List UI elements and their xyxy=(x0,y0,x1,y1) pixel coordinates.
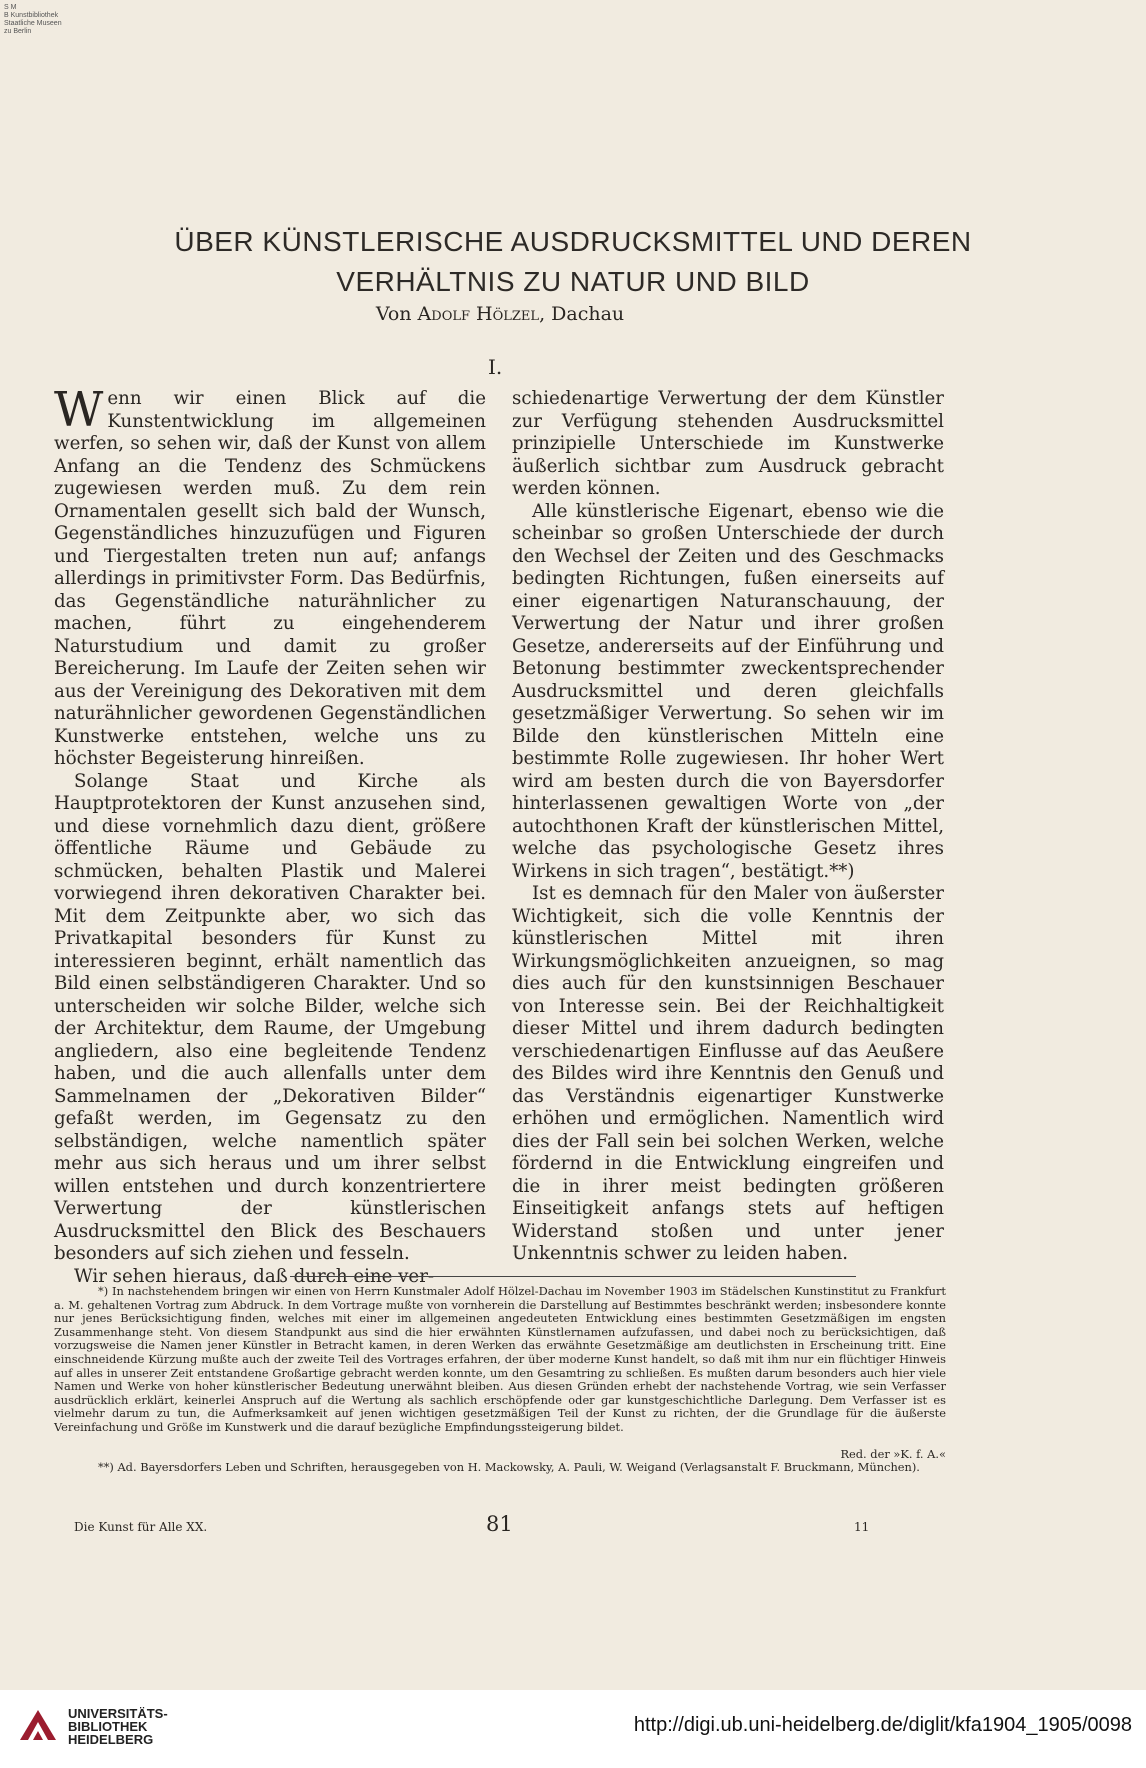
library-name-line: HEIDELBERG xyxy=(68,1732,154,1747)
permalink-url[interactable]: http://digi.ub.uni-heidelberg.de/diglit/kfa1904_1905/0098 xyxy=(633,1714,1132,1736)
byline-author: Adolf Hölzel xyxy=(417,303,540,325)
library-stamp xyxy=(4,4,62,36)
journal-name: Die Kunst für Alle XX. xyxy=(74,1520,208,1534)
paragraph: Wir sehen hieraus, daß durch eine ver- xyxy=(74,1265,435,1287)
drop-cap: W xyxy=(54,382,104,438)
paragraph: schiedenartige Verwertung der dem Künstler zur Verfügung stehenden Ausdrucksmittel prinzipielle Unterschiede im Kunstwerke äußerlich sichtbar zum Ausdruck gebracht werden können. xyxy=(512,388,944,499)
page-number: 81 xyxy=(486,1512,513,1536)
paragraph: Solange Staat und Kirche als Hauptprotektoren der Kunst anzusehen sind, und diese vornehmlich dazu dient, größere öffentliche Räume und Gebäude zu schmücken, behalten Plastik und Malerei vorwiegend ihren dekorativen Charakter bei. Mit dem Zeitpunkte aber, wo sich das Privatkapital besonders für Kunst zu interessieren beginnt, erhält namentlich das Bild einen selbständigeren Charakter. Und so unterscheiden wir solche Bilder, welche sich der Architektur, dem Raume, der Umgebung angliedern, also eine begleitende Tendenz haben, und die auch allenfalls unter dem Sammelnamen der „Dekorativen Bilder“ gefaßt werden, im Gegensatz zu den selbständigen, welche namentlich später mehr aus sich heraus und um ihrer selbst willen entstehen und durch konzentriertere Verwertung der künstlerischen Ausdrucksmittel den Blick des Beschauers besonders auf sich ziehen und fesseln. xyxy=(54,770,486,1264)
section-number: I. xyxy=(488,355,503,379)
footnote-1: *) In nachstehendem bringen wir einen von Herrn Kunstmaler Adolf Hölzel-Dachau im November 1903 im Städelschen Kunstinstitut zu Frankfurt a. M. gehaltenen Vortrag zum Abdruck. In dem Vortrage mußte von vornherein die Darstellung auf Bestimmtes beschränkt werden; insbesondere konnte nur jenes Berücksichtigung finden, welches mit einer im allgemeinen angedeuteten Entwicklung eines bestimmten Gesetzmäßigen im engsten Zusammenhange steht. Von diesem Standpunkt aus sind die hier erwähnten Künstlernamen aufzufassen, und dabei noch zu berücksichtigen, daß vorzugsweise die Namen jener Künstler in Betracht kamen, in deren Werken das erwähnte Gesetzmäßige am deutlichsten in Erscheinung tritt. Eine einschneidende Kürzung mußte auch der zweite Teil des Vortrages erfahren, der über moderne Kunst handelt, so daß mit ihm nur ein flüchtiger Hinweis auf alles in unserer Zeit entstandene Großartige gebracht werden konnte, um den Gesamtring zu schließen. Es mußten darum besonders auch hier viele Namen und Werke von hoher künstlerischer Bedeutung unerwähnt bleiben. Aus diesen Gründen erhebt der nachstehende Vortrag, wie sein Verfasser ausdrücklich erklärt, keinerlei Anspruch auf die Wertung als sachlich erschöpfende oder gar kunstgeschichtliche Darlegung. Dem Verfasser ist es vielmehr darum zu tun, die Aufmerksamkeit auf jenen wichtigen gesetzmäßigen Teil der Kunst zu richten, der die Grundlage für die äußerste Vereinfachung und Größe im Kunstwerk und die darauf bezügliche Empfindungssteigerung bildet. xyxy=(54,1284,946,1434)
stamp-line: zu Berlin xyxy=(4,28,32,35)
stamp-line: B Kunstbibliothek xyxy=(4,12,59,19)
footnote-2: **) Ad. Bayersdorfers Leben und Schriften, herausgegeben von H. Mackowsky, A. Pauli, W. Weigand (Verlagsanstalt F. Bruckmann, München). xyxy=(98,1460,920,1474)
paragraph xyxy=(54,382,486,771)
library-name-line: BIBLIOTHEK xyxy=(68,1719,148,1734)
byline-place: , Dachau xyxy=(539,303,625,325)
editor-signature: Red. der »K. f. A.« xyxy=(840,1447,946,1461)
library-logo-icon xyxy=(16,1704,60,1748)
library-bar xyxy=(0,1690,1146,1768)
paragraph: Alle künstlerische Eigenart, ebenso wie die scheinbar so großen Unterschiede der durch den Wechsel der Zeiten und des Geschmacks bedingten Richtungen, fußen einerseits auf einer eigenartigen Naturanschauung, der Verwertung der Natur und ihrer großen Gesetze, andererseits auf der Einführung und Betonung bestimmter zweckentsprechender Ausdrucksmittel und deren gleichfalls gesetzmäßiger Verwertung. So sehen wir im Bilde den künstlerischen Mitteln eine bestimmte Rolle zugewiesen. Ihr hoher Wert wird am besten durch die von Bayersdorfer hinterlassenen gewaltigen Worte von „der autochthonen Kraft der künstlerischen Mittel, welche das psychologische Gesetz ihres Wirkens in sich tragen“, bestätigt.**) xyxy=(512,500,944,882)
library-name-line: UNIVERSITÄTS- xyxy=(68,1706,168,1721)
stamp-line: S M xyxy=(4,4,17,11)
title-line-1: ÜBER KÜNSTLERISCHE AUSDRUCKSMITTEL UND DEREN xyxy=(174,226,972,257)
footnote-divider xyxy=(290,1276,856,1277)
library-name xyxy=(68,1707,168,1746)
paragraph-text: enn wir einen Blick auf die Kunstentwicklung im allgemeinen werfen, so sehen wir, daß der Kunst von allem Anfang an die Tendenz des Schmückens zugewiesen werden muß. Zu dem rein Ornamentalen gesellt sich bald der Wunsch, Gegenständliches hinzuzufügen und Figuren und Tiergestalten treten nun auf; anfangs allerdings in primitivster Form. Das Bedürfnis, das Gegenständliche naturähnlicher zu machen, führt zu eingehenderem Naturstudium und damit zu großer Bereicherung. Im Laufe der Zeiten sehen wir aus der Vereinigung des Dekorativen mit dem naturähnlicher gewordenen Gegenständlichen Kunstwerke entstehen, welche uns zu höchster Begeisterung hinreißen. xyxy=(54,388,486,769)
article-title xyxy=(60,222,1086,302)
byline-prefix: Von xyxy=(375,303,412,325)
stamp-line: Staatliche Museen xyxy=(4,20,62,27)
byline xyxy=(0,303,1000,325)
sheet-number: 11 xyxy=(854,1520,870,1534)
title-line-2: VERHÄLTNIS ZU NATUR UND BILD xyxy=(336,266,810,297)
left-column xyxy=(54,382,486,1288)
right-column xyxy=(512,388,944,1266)
paragraph: Ist es demnach für den Maler von äußerster Wichtigkeit, sich die volle Kenntnis der künstlerischen Mittel mit ihren Wirkungsmöglichkeiten anzueignen, so mag dies auch für den kunstsinnigen Beschauer von Interesse sein. Bei der Reichhaltigkeit dieser Mittel und ihrem dadurch bedingten verschiedenartigen Einflusse auf das Aeußere des Bildes wird ihre Kenntnis den Genuß und das Verständnis eigenartiger Kunstwerke erhöhen und ermöglichen. Namentlich wird dies der Fall sein bei solchen Werken, welche fördernd in die Entwicklung eingreifen und die in ihrer meist bedingten größeren Einseitigkeit anfangs stets auf heftigen Widerstand stoßen und unter jener Unkenntnis schwer zu leiden haben. xyxy=(512,883,944,1264)
